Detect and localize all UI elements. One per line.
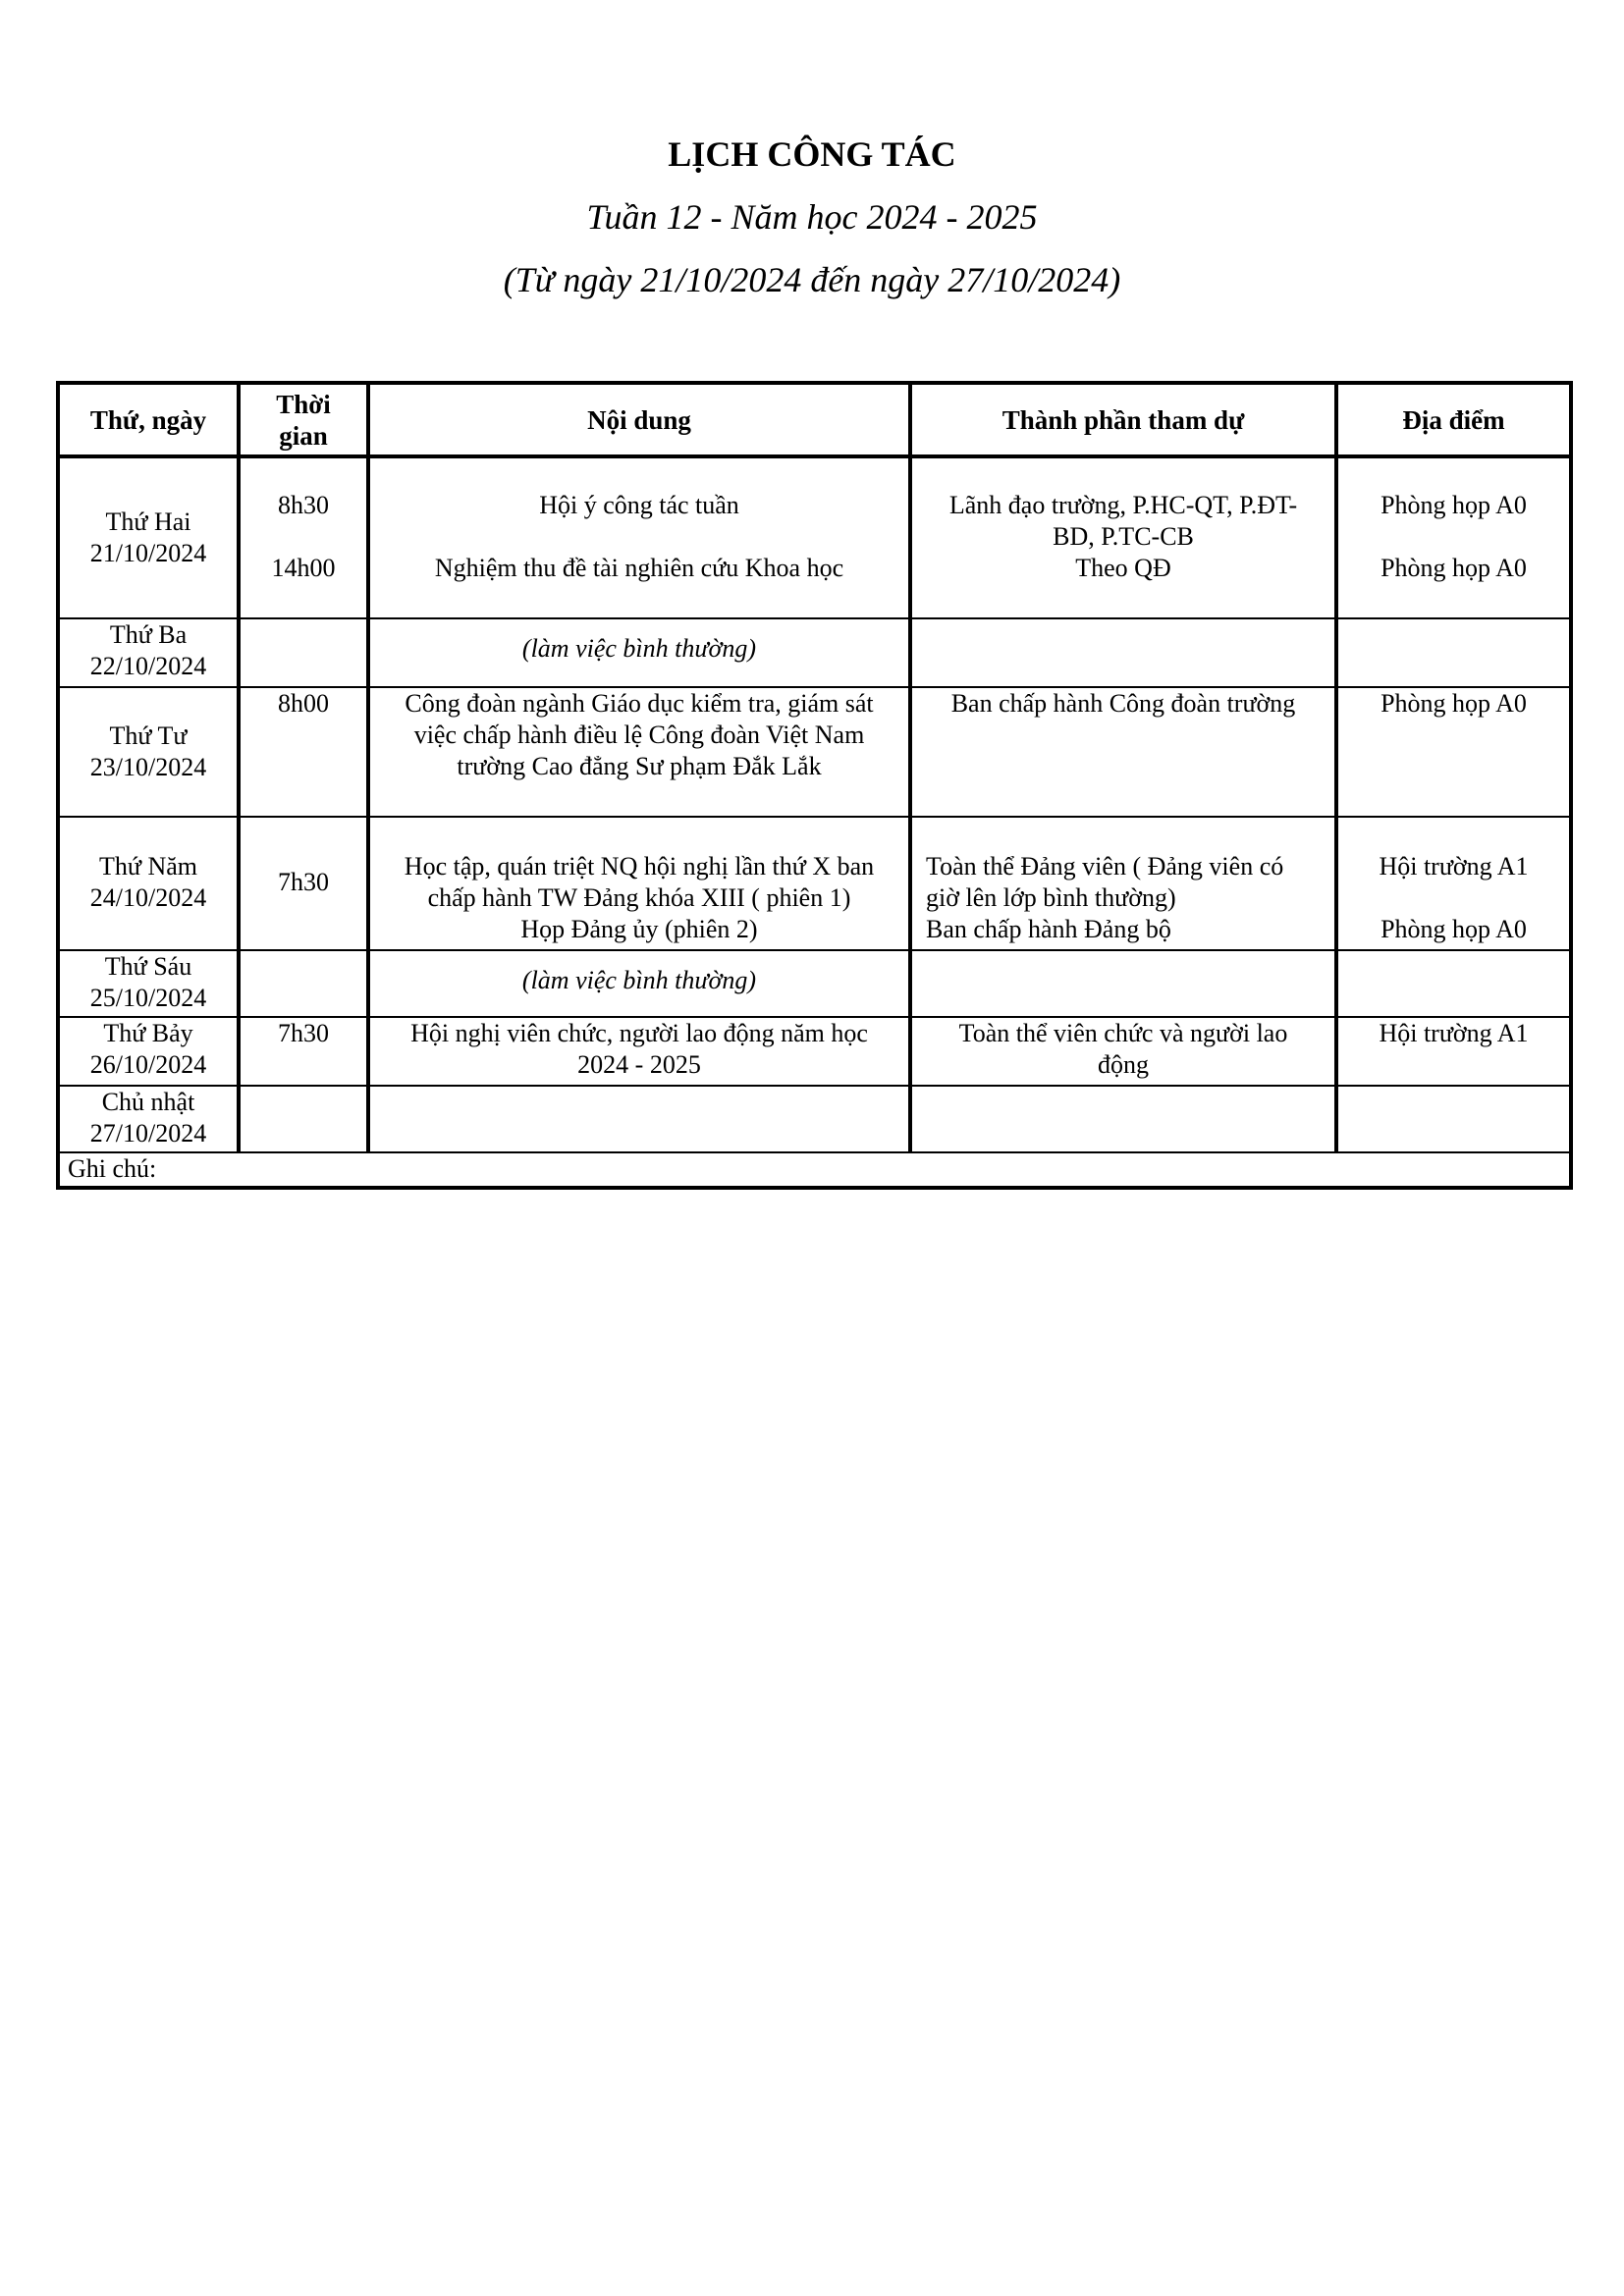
document-date-range: (Từ ngày 21/10/2024 đến ngày 27/10/2024) — [503, 260, 1121, 299]
location-cell — [1336, 950, 1571, 1017]
schedule-table — [56, 381, 1573, 1190]
day-cell: Thứ Hai 21/10/2024 — [58, 456, 239, 618]
day-cell: Chủ nhật 27/10/2024 — [58, 1086, 239, 1152]
location-cell — [1336, 1086, 1571, 1152]
table-row — [58, 687, 1571, 817]
location-cell: Hội trường A1 Phòng họp A0 — [1336, 817, 1571, 950]
location-cell: Hội trường A1 — [1336, 1017, 1571, 1086]
note-row — [58, 1152, 1571, 1188]
table-row — [58, 1017, 1571, 1086]
time-cell — [239, 1086, 368, 1152]
time-cell: 7h30 — [239, 817, 368, 950]
header-location: Địa điểm — [1336, 383, 1571, 456]
document-title: LỊCH CÔNG TÁC — [668, 134, 956, 174]
participants-cell — [910, 950, 1336, 1017]
participants-cell: Ban chấp hành Công đoàn trường — [910, 687, 1336, 817]
day-cell: Thứ Năm 24/10/2024 — [58, 817, 239, 950]
header-participants: Thành phần tham dự — [910, 383, 1336, 456]
content-cell: Hội nghị viên chức, người lao động năm học 2024 - 2025 — [368, 1017, 910, 1086]
day-cell: Thứ Ba 22/10/2024 — [58, 618, 239, 687]
content-cell — [368, 1086, 910, 1152]
participants-cell: Toàn thể Đảng viên ( Đảng viên có giờ lên lớp bình thường) Ban chấp hành Đảng bộ — [910, 817, 1336, 950]
participants-cell — [910, 618, 1336, 687]
table-header-row — [58, 383, 1571, 456]
content-cell: Công đoàn ngành Giáo dục kiểm tra, giám sát việc chấp hành điều lệ Công đoàn Việt Nam trường Cao đẳng Sư phạm Đắk Lắk — [368, 687, 910, 817]
participants-cell: Toàn thể viên chức và người lao động — [910, 1017, 1336, 1086]
content-cell: (làm việc bình thường) — [368, 618, 910, 687]
note-label: Ghi chú: — [58, 1152, 1571, 1188]
table-row — [58, 817, 1571, 950]
table-row — [58, 950, 1571, 1017]
table-row — [58, 618, 1571, 687]
header-time: Thời gian — [239, 383, 368, 456]
table-row — [58, 1086, 1571, 1152]
location-cell: Phòng họp A0 Phòng họp A0 — [1336, 456, 1571, 618]
time-cell: 8h30 14h00 — [239, 456, 368, 618]
day-cell: Thứ Sáu 25/10/2024 — [58, 950, 239, 1017]
time-cell — [239, 618, 368, 687]
content-cell: Học tập, quán triệt NQ hội nghị lần thứ X ban chấp hành TW Đảng khóa XIII ( phiên 1) Họp Đảng ủy (phiên 2) — [368, 817, 910, 950]
content-cell: Hội ý công tác tuần Nghiệm thu đề tài nghiên cứu Khoa học — [368, 456, 910, 618]
day-cell: Thứ Tư 23/10/2024 — [58, 687, 239, 817]
content-cell: (làm việc bình thường) — [368, 950, 910, 1017]
time-cell: 8h00 — [239, 687, 368, 817]
document-header — [0, 133, 1624, 301]
participants-cell: Lãnh đạo trường, P.HC-QT, P.ĐT- BD, P.TC-CB Theo QĐ — [910, 456, 1336, 618]
day-cell: Thứ Bảy 26/10/2024 — [58, 1017, 239, 1086]
header-day: Thứ, ngày — [58, 383, 239, 456]
location-cell: Phòng họp A0 — [1336, 687, 1571, 817]
time-cell — [239, 950, 368, 1017]
document-subtitle: Tuần 12 - Năm học 2024 - 2025 — [586, 197, 1038, 237]
time-cell: 7h30 — [239, 1017, 368, 1086]
table-row — [58, 456, 1571, 618]
participants-cell — [910, 1086, 1336, 1152]
location-cell — [1336, 618, 1571, 687]
header-content: Nội dung — [368, 383, 910, 456]
